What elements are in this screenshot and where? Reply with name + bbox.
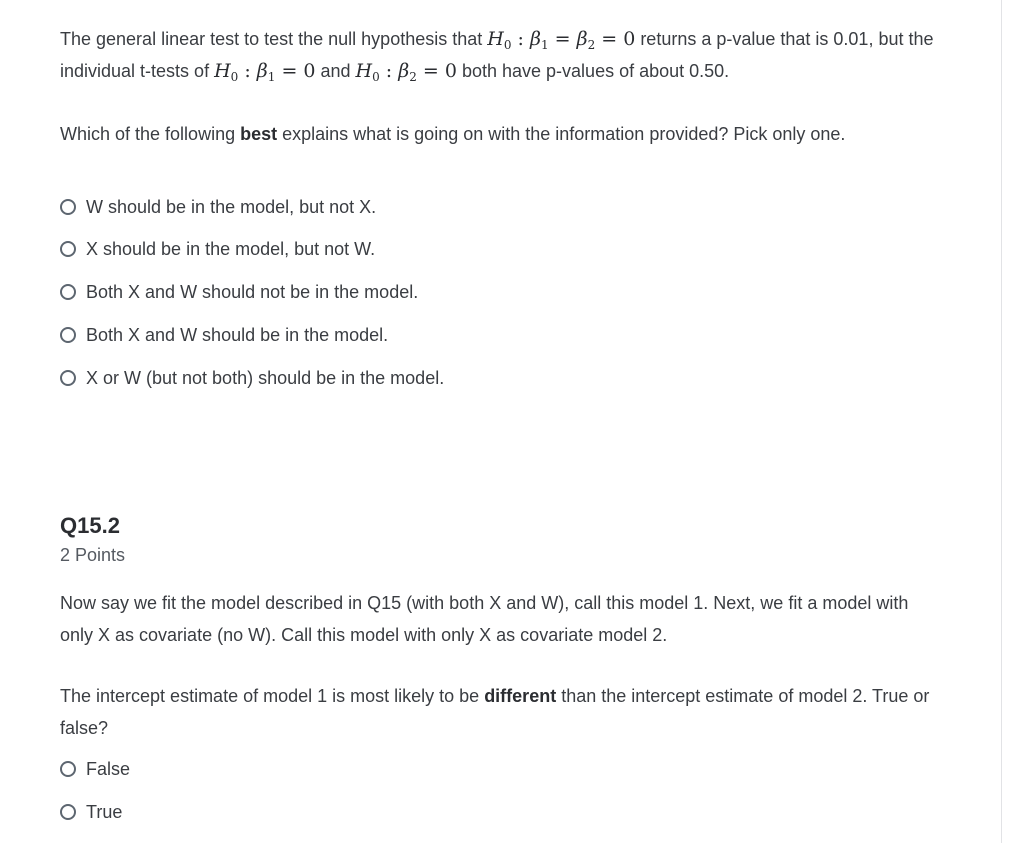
q2-paragraph-2 bbox=[60, 680, 940, 744]
q2-points: 2 Points bbox=[60, 545, 126, 565]
q1-stem-text-d: both have p-values of about 0.50. bbox=[456, 61, 730, 81]
q2-paragraph-2-bold: different bbox=[484, 686, 557, 706]
q1-question-bold: best bbox=[240, 124, 278, 144]
radio-icon[interactable] bbox=[60, 804, 76, 820]
q2-paragraph-2-text-a: The intercept estimate of model 1 is most likely to be bbox=[60, 686, 485, 706]
radio-icon[interactable] bbox=[60, 241, 76, 257]
q1-stem bbox=[60, 23, 940, 87]
q2-paragraph-1: Now say we fit the model described in Q15 (with both X and W), call this model 1. Next, we fit a model with only X as covariate (no W). Call this model with only X as covariate model 2. bbox=[60, 593, 909, 645]
q1-option-3-label: Both X and W should not be in the model. bbox=[86, 282, 419, 302]
radio-icon[interactable] bbox=[60, 327, 76, 343]
q1-stem-text-b: returns a p-value that is 0.01, but the individual t-tests of bbox=[60, 29, 934, 81]
q2-paragraph-2-text-b: than the intercept estimate of model 2. True or false? bbox=[60, 686, 930, 738]
radio-icon[interactable] bbox=[60, 370, 76, 386]
q1-option-1[interactable] bbox=[60, 194, 376, 220]
q1-option-2[interactable] bbox=[60, 236, 375, 262]
q1-question-text-a: Which of the following bbox=[60, 124, 241, 144]
q1-option-5[interactable] bbox=[60, 365, 444, 391]
radio-icon[interactable] bbox=[60, 199, 76, 215]
q1-stem-text-c: and bbox=[315, 61, 356, 81]
q1-option-3[interactable] bbox=[60, 279, 418, 305]
q2-option-true[interactable] bbox=[60, 799, 122, 825]
math-h0-b1: $H_0$ : $\beta_1 = 0$ bbox=[214, 60, 316, 84]
math-h0-b2: $H_0$ : $\beta_2 = 0$ bbox=[355, 60, 457, 84]
q1-stem-text-a: The general linear test to test the null hypothesis that bbox=[60, 29, 488, 49]
q1-option-4[interactable] bbox=[60, 322, 388, 348]
radio-icon[interactable] bbox=[60, 761, 76, 777]
q1-option-5-label: X or W (but not both) should be in the model. bbox=[86, 368, 445, 388]
q2-option-false[interactable] bbox=[60, 756, 130, 782]
q2-option-true-label: True bbox=[86, 802, 123, 822]
q2-title: Q15.2 bbox=[60, 513, 120, 538]
q1-question-text-b: explains what is going on with the information provided? Pick only one. bbox=[277, 124, 846, 144]
math-h0-joint: $H_0$ : $\beta_1 = \beta_2 = 0$ bbox=[487, 28, 636, 52]
q1-option-2-label: X should be in the model, but not W. bbox=[86, 239, 376, 259]
q1-option-4-label: Both X and W should be in the model. bbox=[86, 325, 389, 345]
q1-question bbox=[60, 118, 940, 150]
radio-icon[interactable] bbox=[60, 284, 76, 300]
q1-option-1-label: W should be in the model, but not X. bbox=[86, 197, 377, 217]
q2-option-false-label: False bbox=[86, 759, 131, 779]
